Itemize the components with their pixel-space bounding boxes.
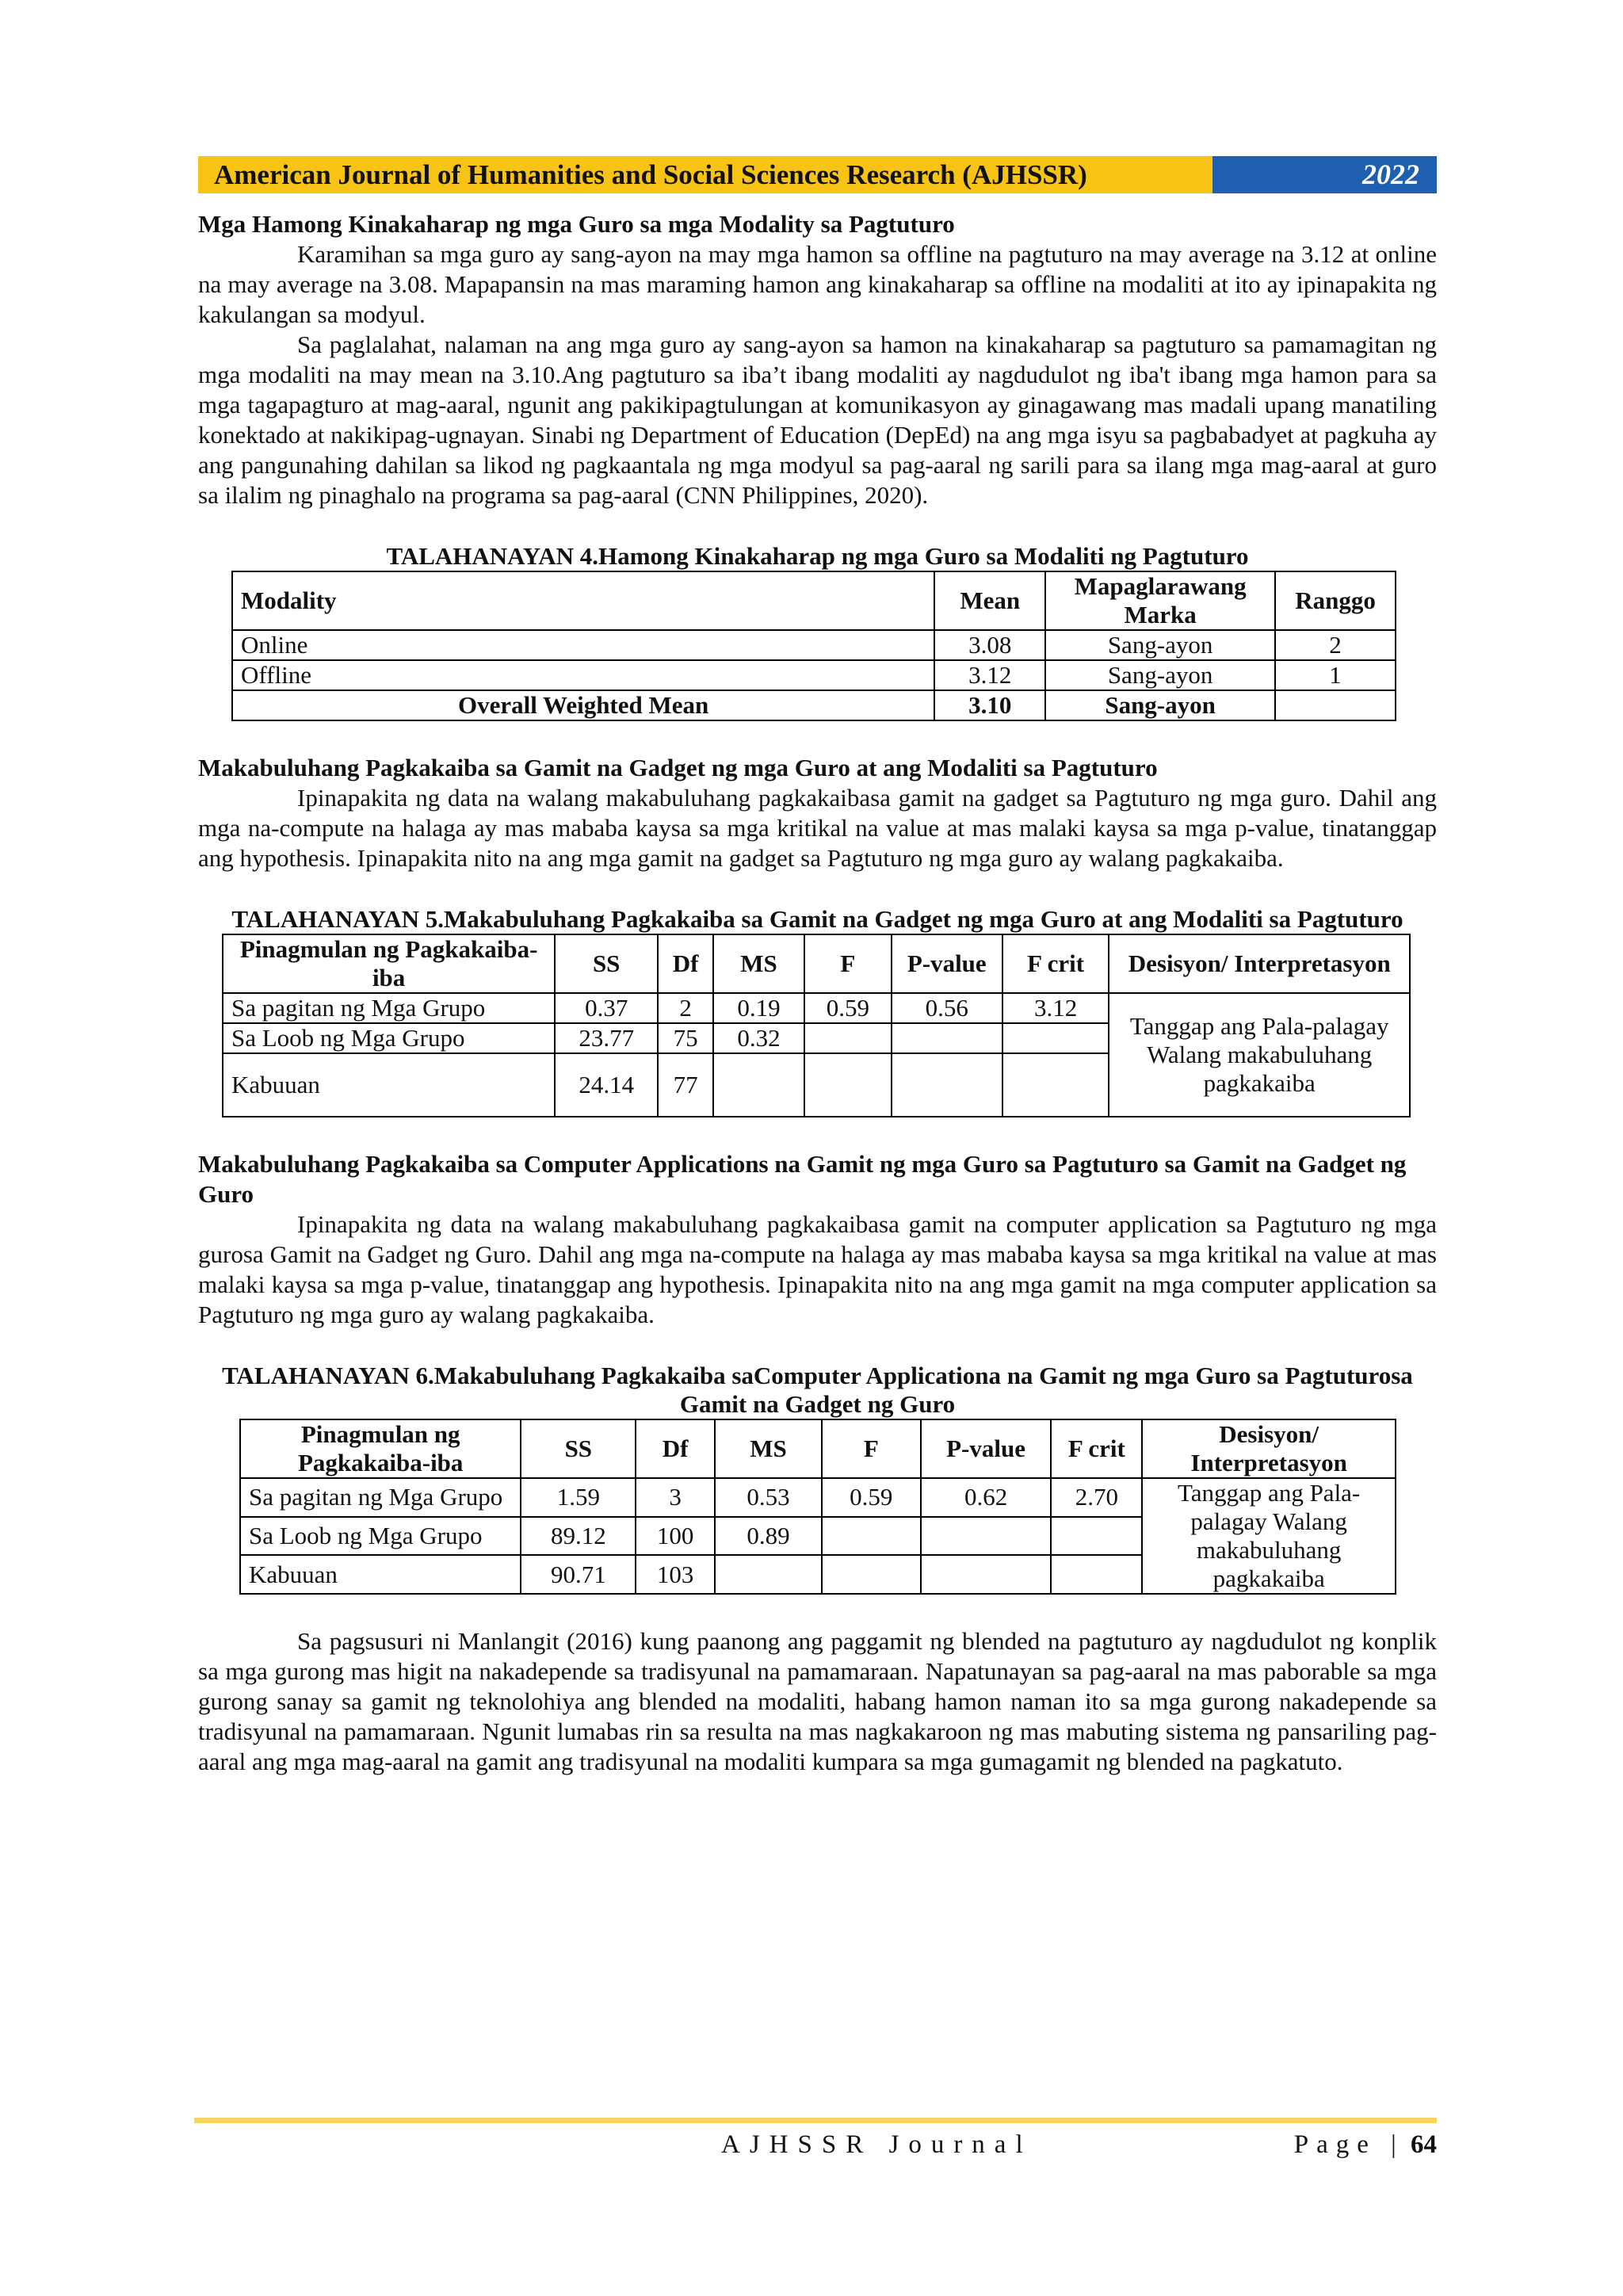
cell: 0.59	[822, 1478, 921, 1517]
cell: 0.53	[715, 1478, 822, 1517]
footer-journal: AJHSSR Journal	[721, 2130, 1033, 2159]
paragraph: Ipinapakita ng data na walang makabuluhang pagkakaibasa gamit na computer application sa Pagtuturo ng mga gurosa Gamit na Gadget ng Guro. Dahil ang mga na-compute na halaga ay mas mababa kaysa sa mga kritikal na value at mas malaki kaysa sa mga p-value, tinatanggap ang hypothesis. Ipinapakita nito na ang mga gamit na mga computer application sa Pagtuturo ng mga guro ay walang pagkakaiba.	[198, 1210, 1437, 1328]
table-row-overall	[232, 690, 1396, 720]
cell: 1	[1275, 660, 1396, 690]
footer-divider	[194, 2118, 1437, 2123]
page-footer	[198, 2124, 1437, 2164]
cell: 0.19	[713, 993, 804, 1023]
header-cell: Mapaglarawang Marka	[1045, 571, 1275, 630]
table-row	[232, 660, 1396, 690]
table-row	[240, 1478, 1396, 1517]
header-cell: MS	[713, 934, 804, 993]
header-cell: P-value	[892, 934, 1002, 993]
cell: 89.12	[521, 1517, 636, 1556]
cell	[804, 1023, 892, 1053]
table-4-caption: TALAHANAYAN 4.Hamong Kinakaharap ng mga Guro sa Modaliti ng Pagtuturo	[386, 542, 1249, 570]
cell	[892, 1023, 1002, 1053]
cell: Sa pagitan ng Mga Grupo	[223, 993, 555, 1023]
journal-title: American Journal of Humanities and Social Sciences Research (AJHSSR)	[198, 156, 1212, 193]
table-4	[231, 571, 1396, 721]
cell: 2.70	[1051, 1478, 1142, 1517]
cell: Sang-ayon	[1045, 690, 1275, 720]
header-cell: F	[822, 1419, 921, 1478]
table-6-caption: TALAHANAYAN 6.Makabuluhang Pagkakaiba saComputer Applicationa na Gamit ng mga Guro sa Pagtuturosa Gamit na Gadget ng Guro	[222, 1362, 1413, 1418]
cell: 2	[1275, 630, 1396, 660]
cell	[1275, 690, 1396, 720]
cell: 0.37	[555, 993, 658, 1023]
cell: Overall Weighted Mean	[232, 690, 934, 720]
header-cell: F crit	[1002, 934, 1109, 993]
cell: 1.59	[521, 1478, 636, 1517]
cell: Offline	[232, 660, 934, 690]
header-cell: Pinagmulan ng Pagkakaiba-iba	[223, 934, 555, 993]
cell	[892, 1053, 1002, 1117]
page-label: Page |	[1293, 2130, 1404, 2159]
cell	[1051, 1517, 1142, 1556]
header-cell: SS	[521, 1419, 636, 1478]
cell: 0.62	[921, 1478, 1052, 1517]
header-cell: Pinagmulan ng Pagkakaiba-iba	[240, 1419, 521, 1478]
cell: 90.71	[521, 1555, 636, 1594]
cell: 75	[658, 1023, 713, 1053]
paragraph: Karamihan sa mga guro ay sang-ayon na may mga hamon sa offline na pagtuturo na may average na 3.12 at online na may average na 3.08. Mapapansin na mas maraming hamon ang kinakaharap sa offline na modaliti at ito ay ipinapakita ng kakulangan sa modyul.	[198, 240, 1437, 328]
cell: Sa Loob ng Mga Grupo	[223, 1023, 555, 1053]
header-cell: Df	[658, 934, 713, 993]
cell: 3.08	[934, 630, 1045, 660]
cell	[822, 1555, 921, 1594]
cell	[713, 1053, 804, 1117]
article-body	[198, 209, 1437, 1777]
table-header-row	[223, 934, 1410, 993]
cell: 0.32	[713, 1023, 804, 1053]
header-cell: F	[804, 934, 892, 993]
table-5	[222, 934, 1411, 1117]
cell: 3.12	[1002, 993, 1109, 1023]
paragraph: Sa pagsusuri ni Manlangit (2016) kung paanong ang paggamit ng blended na pagtuturo ay nagdudulot ng konplik sa mga gurong mas higit na nakadepende sa tradisyunal na pamamaraan. Napatunayan sa pag-aaral na mas paborable sa mga gurong sanay sa gamit ng teknolohiya ang blended na modaliti, habang hamon naman ito sa mga gurong nakadepende sa tradisyunal na pamamaraan. Ngunit lumabas rin sa resulta na mas nagkakaroon ng mas mabuting sistema ng pansariling pag-aaral ang mga mag-aaral na gamit ang tradisyunal na modaliti kumpara sa mga gumagamit ng blended na pagkatuto.	[198, 1627, 1437, 1775]
cell: 0.89	[715, 1517, 822, 1556]
cell: 3	[636, 1478, 715, 1517]
cell: 3.12	[934, 660, 1045, 690]
cell: 0.56	[892, 993, 1002, 1023]
cell: Sang-ayon	[1045, 660, 1275, 690]
table-header-row	[240, 1419, 1396, 1478]
cell: 100	[636, 1517, 715, 1556]
journal-header	[198, 156, 1437, 193]
paragraph: Ipinapakita ng data na walang makabuluhang pagkakaibasa gamit na gadget sa Pagtuturo ng mga guro. Dahil ang mga na-compute na halaga ay mas mababa kaysa sa mga kritikal na value at mas malaki kaysa sa mga p-value, tinatanggap ang hypothesis. Ipinapakita nito na ang mga gamit na gadget sa Pagtuturo ng mga guro ay walang pagkakaiba.	[198, 784, 1437, 872]
cell: 2	[658, 993, 713, 1023]
table-6	[239, 1419, 1396, 1595]
table-5-caption: TALAHANAYAN 5.Makabuluhang Pagkakaiba sa Gamit na Gadget ng mga Guro at ang Modaliti sa Pagtuturo	[231, 905, 1403, 933]
cell: 3.10	[934, 690, 1045, 720]
header-cell: Modality	[232, 571, 934, 630]
cell: Sa Loob ng Mga Grupo	[240, 1517, 521, 1556]
header-cell: Mean	[934, 571, 1045, 630]
cell: 23.77	[555, 1023, 658, 1053]
page-number-value: 64	[1411, 2130, 1437, 2159]
decision-cell: Tanggap ang Pala-palagay Walang makabuluhang pagkakaiba	[1142, 1478, 1396, 1594]
decision-cell: Tanggap ang Pala-palagay Walang makabuluhang pagkakaiba	[1109, 993, 1410, 1117]
cell: Online	[232, 630, 934, 660]
paragraph: Sa paglalahat, nalaman na ang mga guro ay sang-ayon sa hamon na kinakaharap sa pagtuturo sa pamamagitan ng mga modaliti na may mean na 3.10.Ang pagtuturo sa iba’t ibang modaliti ay nagdudulot ng iba't ibang mga hamon para sa mga tagapagturo at mag-aaral, ngunit ang pakikipagtulungan at komunikasyon ay ginagawang mas madali upang manatiling konektado at nakikipag-ugnayan. Sinabi ng Department of Education (DepEd) na ang mga isyu sa pagbabadyet at pagkuha ay ang pangunahing dahilan sa likod ng pagkaantala ng mga modyul sa pag-aaral ng sarili para sa ilang mga mag-aaral at guro sa ilalim ng pinaghalo na programa sa pag-aaral (CNN Philippines, 2020).	[198, 330, 1437, 509]
cell	[804, 1053, 892, 1117]
header-cell: MS	[715, 1419, 822, 1478]
header-cell: P-value	[921, 1419, 1052, 1478]
table-header-row	[232, 571, 1396, 630]
cell: 24.14	[555, 1053, 658, 1117]
cell	[822, 1517, 921, 1556]
section-heading-gadget: Makabuluhang Pagkakaiba sa Gamit na Gadget ng mga Guro at ang Modaliti sa Pagtuturo	[198, 754, 1158, 781]
cell: 103	[636, 1555, 715, 1594]
cell	[921, 1517, 1052, 1556]
cell: 77	[658, 1053, 713, 1117]
cell: 0.59	[804, 993, 892, 1023]
header-cell: Desisyon/ Interpretasyon	[1109, 934, 1410, 993]
cell	[1002, 1023, 1109, 1053]
page-number	[1294, 2130, 1437, 2160]
header-cell: Ranggo	[1275, 571, 1396, 630]
header-cell: F crit	[1051, 1419, 1142, 1478]
cell: Kabuuan	[240, 1555, 521, 1594]
header-cell: Desisyon/ Interpretasyon	[1142, 1419, 1396, 1478]
cell	[1002, 1053, 1109, 1117]
cell	[715, 1555, 822, 1594]
header-cell: SS	[555, 934, 658, 993]
section-heading-computer-apps: Makabuluhang Pagkakaiba sa Computer Applications na Gamit ng mga Guro sa Pagtuturo sa Gamit na Gadget ng Guro	[198, 1150, 1407, 1208]
table-row	[232, 630, 1396, 660]
cell: Sang-ayon	[1045, 630, 1275, 660]
journal-year: 2022	[1212, 156, 1437, 193]
section-heading-challenges: Mga Hamong Kinakaharap ng mga Guro sa mga Modality sa Pagtuturo	[198, 210, 955, 238]
table-row	[223, 993, 1410, 1023]
cell	[921, 1555, 1052, 1594]
header-cell: Df	[636, 1419, 715, 1478]
cell	[1051, 1555, 1142, 1594]
cell: Kabuuan	[223, 1053, 555, 1117]
cell: Sa pagitan ng Mga Grupo	[240, 1478, 521, 1517]
